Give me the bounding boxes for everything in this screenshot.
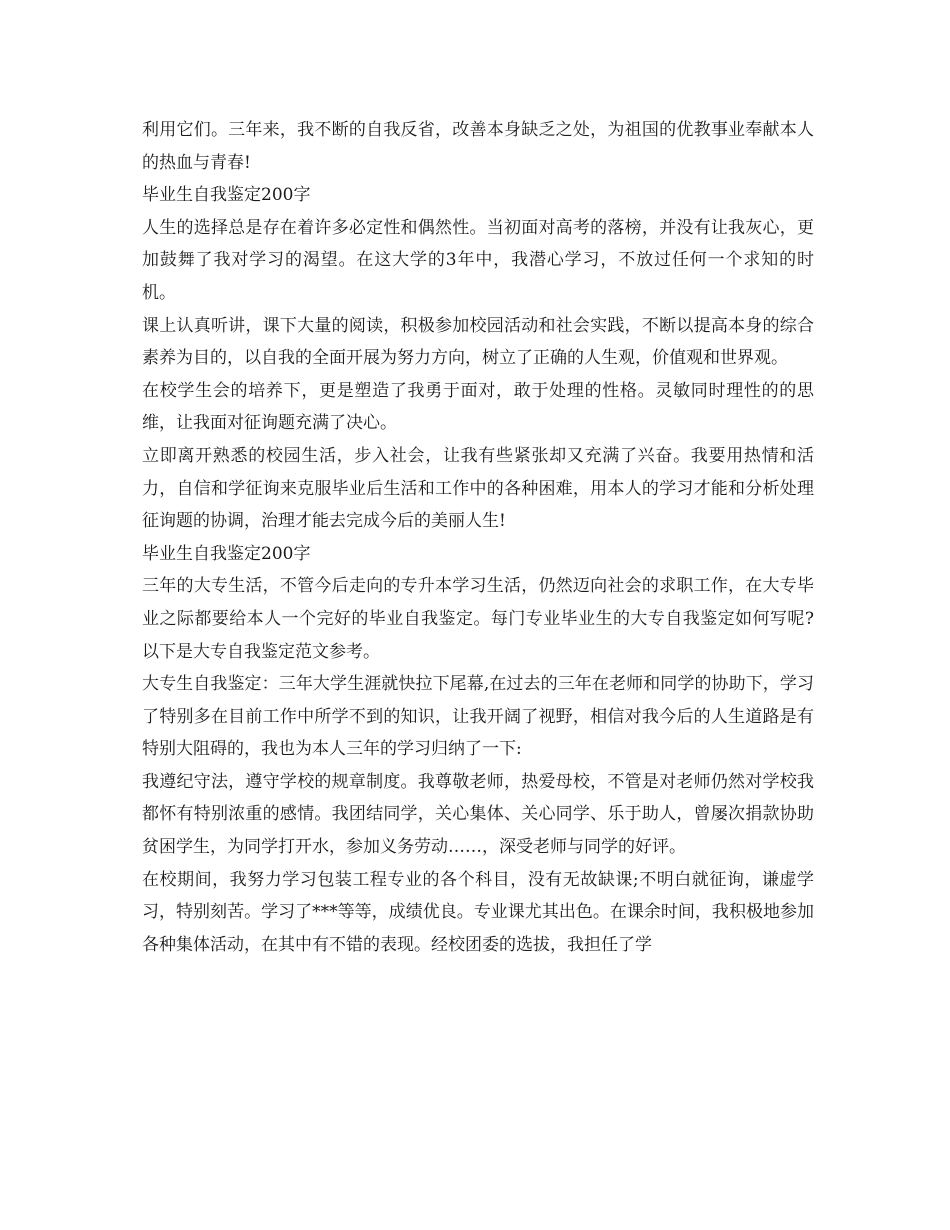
paragraph-6: 三年的大专生活，不管今后走向的专升本学习生活，仍然迈向社会的求职工作，在大专毕业之际都要给本人一个完好的毕业自我鉴定。每门专业毕业生的大专自我鉴定如何写呢?以下是大专自我鉴定范文参考。 [142, 576, 814, 662]
paragraph-9: 在校期间，我努力学习包装工程专业的各个科目，没有无故缺课;不明白就征询，谦虚学习，特别刻苦。学习了***等等，成绩优良。专业课尤其出色。在课余时间，我积极地参加各种集体活动，在其中有不错的表现。经校团委的选拔，我担任了学 [142, 869, 814, 955]
paragraph-5: 立即离开熟悉的校园生活，步入社会，让我有些紧张却又充满了兴奋。我要用热情和活力，自信和学征询来克服毕业后生活和工作中的各种困难，用本人的学习才能和分析处理征询题的协调，治理才能去完成今后的美丽人生! [142, 445, 814, 532]
section-heading-2: 毕业生自我鉴定200字 [142, 543, 311, 564]
section-heading-1: 毕业生自我鉴定200字 [142, 185, 311, 206]
paragraph-7: 大专生自我鉴定：三年大学生涯就快拉下尾幕,在过去的三年在老师和同学的协助下，学习了特别多在目前工作中所学不到的知识，让我开阔了视野，相信对我今后的人生道路是有特别大阻碍的，我也为本人三年的学习归纳了一下: [142, 674, 814, 760]
document-page [142, 114, 814, 961]
paragraph-2: 人生的选择总是存在着许多必定性和偶然性。当初面对高考的落榜，并没有让我灰心，更加鼓舞了我对学习的渴望。在这大学的3年中，我潜心学习，不放过任何一个求知的时机。 [142, 217, 814, 303]
paragraph-4: 在校学生会的培养下，更是塑造了我勇于面对，敢于处理的性格。灵敏同时理性的的思维，让我面对征询题充满了决心。 [142, 380, 814, 434]
paragraph-8: 我遵纪守法，遵守学校的规章制度。我尊敬老师，热爱母校，不管是对老师仍然对学校我都怀有特别浓重的感情。我团结同学，关心集体、关心同学、乐于助人，曾屡次捐款协助贫困学生，为同学打开水，参加义务劳动……，深受老师与同学的好评。 [142, 771, 814, 858]
paragraph-1: 利用它们。三年来，我不断的自我反省，改善本身缺乏之处，为祖国的优教事业奉献本人的热血与青春! [142, 120, 814, 173]
paragraph-3: 课上认真听讲，课下大量的阅读，积极参加校园活动和社会实践，不断以提高本身的综合素养为目的，以自我的全面开展为努力方向，树立了正确的人生观，价值观和世界观。 [142, 315, 814, 369]
